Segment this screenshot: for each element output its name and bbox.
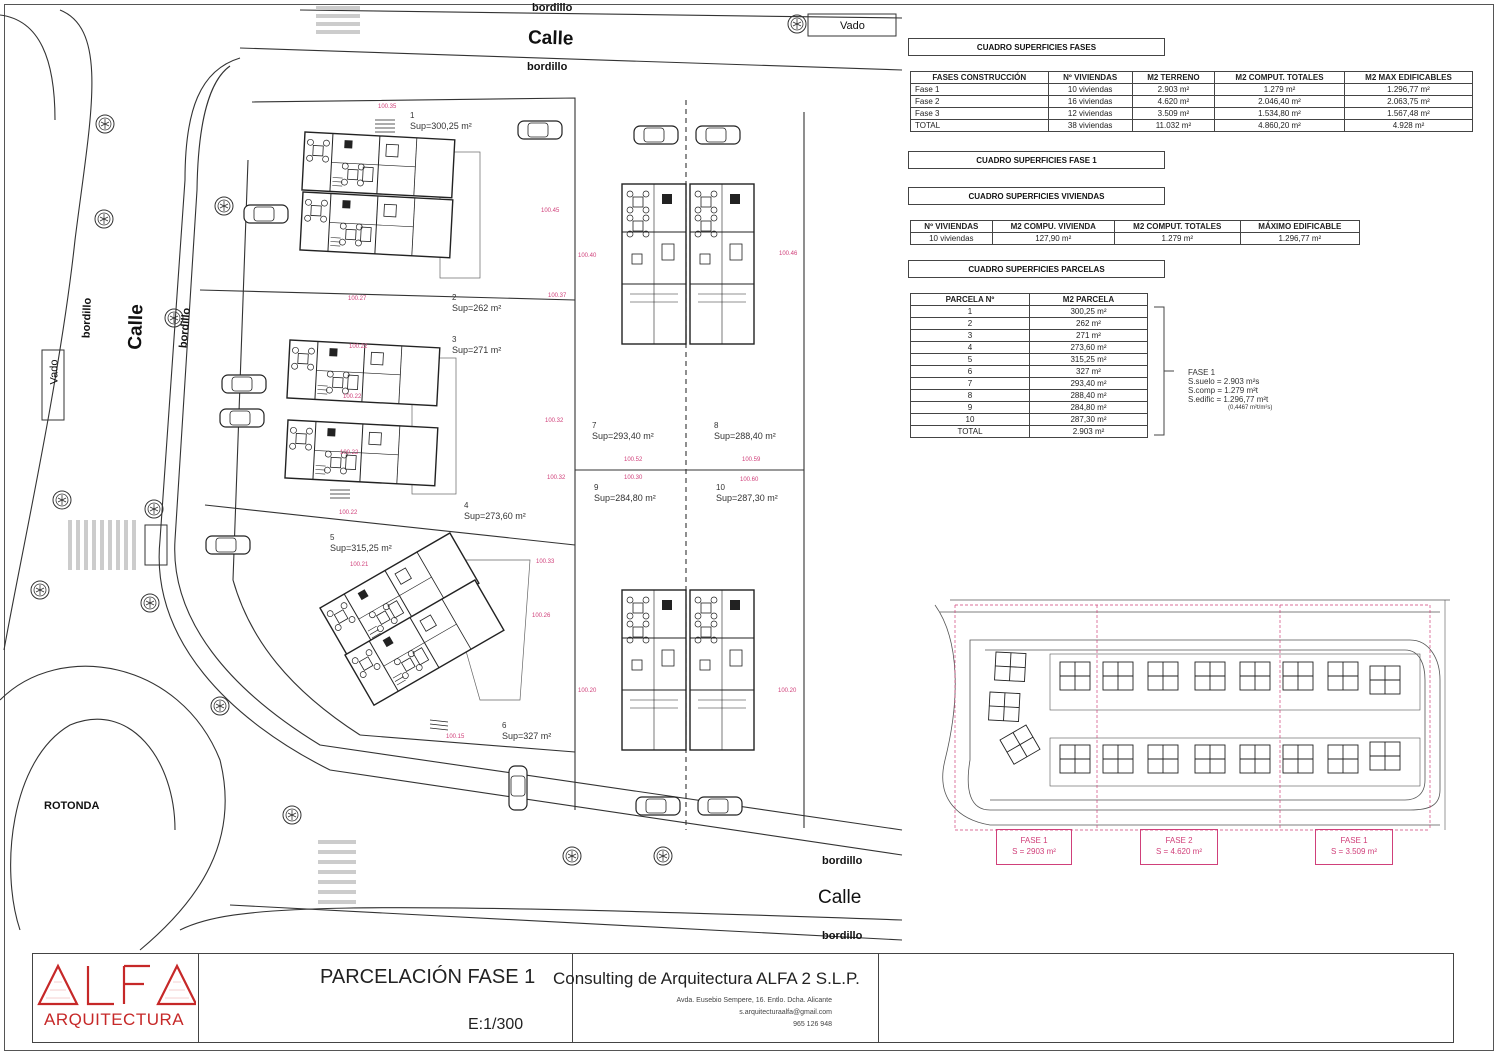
parcelas-row (911, 330, 1148, 342)
mini-fase-3-label: FASE 1 (1340, 836, 1368, 845)
street-label-calle-north: Calle (527, 27, 574, 50)
mini-fase-box-2 (1140, 829, 1218, 865)
mini-fase-3-sup: S = 3.509 m² (1330, 847, 1378, 856)
mini-house (1103, 662, 1133, 690)
mini-fase-box-1 (996, 829, 1072, 865)
bordillo-label-5: bordillo (822, 855, 863, 867)
bordillo-label-1: bordillo (532, 2, 573, 14)
fases-cell: 11.032 m² (1132, 120, 1214, 132)
parcelas-table-title: CUADRO SUPERFICIES PARCELAS (908, 260, 1165, 278)
viviendas-header-1: M2 COMPU. VIVIENDA (992, 221, 1114, 233)
mini-house (1000, 725, 1040, 764)
parcel-number: 8 (714, 421, 719, 430)
parcelas-cell: 8 (911, 390, 1030, 402)
parcel-cota: 100.59 (742, 457, 761, 463)
parcel-cota: 100.22 (339, 510, 358, 516)
fases-cell: 38 viviendas (1048, 120, 1132, 132)
parcel-cota: 100.21 (350, 562, 369, 568)
fases-table-title: CUADRO SUPERFICIES FASES (908, 38, 1165, 56)
mini-fase-2-label: FASE 2 (1165, 836, 1193, 845)
parcelas-row (911, 402, 1148, 414)
company-address: Avda. Eusebio Sempere, 16. Entlo. Dcha. Alicante (676, 997, 832, 1004)
fase-note-suelo: S.suelo = 2.903 m²s (1188, 377, 1260, 386)
parcelas-row (911, 318, 1148, 330)
parcelas-row (911, 306, 1148, 318)
cota-label: 100.37 (548, 293, 567, 299)
parcel-surface: Sup=262 m² (452, 303, 502, 313)
cota-label: 100.33 (536, 559, 555, 565)
plan-title: PARCELACIÓN FASE 1 (320, 966, 536, 988)
parcelas-cell: 271 m² (1030, 330, 1148, 342)
parcelas-row (911, 390, 1148, 402)
fases-cell: 2.063,75 m² (1344, 96, 1472, 108)
mini-house (1240, 745, 1270, 773)
parcel-number: 5 (330, 533, 335, 542)
fase1-table-title: CUADRO SUPERFICIES FASE 1 (908, 151, 1165, 169)
fases-cell: 16 viviendas (1048, 96, 1132, 108)
mini-fase-2-sup: S = 4.620 m² (1155, 847, 1203, 856)
parcelas-cell: 5 (911, 354, 1030, 366)
vado-label-1: Vado (840, 20, 865, 32)
fases-cell: 1.534,80 m² (1215, 108, 1345, 120)
parcelas-row (911, 366, 1148, 378)
mini-house (1195, 745, 1225, 773)
street-label-calle-south: Calle (818, 887, 862, 908)
parcel-cota: 100.52 (624, 457, 643, 463)
mini-house (1283, 662, 1313, 690)
parcelas-cell: 9 (911, 402, 1030, 414)
parcel-number: 3 (452, 335, 457, 344)
fases-header-2: M2 TERRENO (1132, 72, 1214, 84)
fases-cell: 4.928 m² (1344, 120, 1472, 132)
mini-house (1370, 742, 1400, 770)
mini-house (1370, 666, 1400, 694)
parcelas-cell: 293,40 m² (1030, 378, 1148, 390)
plan-scale: E:1/300 (468, 1016, 524, 1033)
viviendas-cell: 1.279 m² (1114, 233, 1240, 245)
mini-house (1195, 662, 1225, 690)
fases-cell: Fase 2 (911, 96, 1049, 108)
viviendas-cell: 127,90 m² (992, 233, 1114, 245)
parcel-surface: Sup=287,30 m² (716, 493, 778, 503)
cota-label: 100.22 (343, 394, 362, 400)
fase-note-comp: S.comp = 1.279 m²t (1188, 386, 1259, 395)
parcel-number: 10 (716, 483, 725, 492)
fases-header-4: M2 MAX EDIFICABLES (1344, 72, 1472, 84)
parcelas-cell: 284,80 m² (1030, 402, 1148, 414)
parcel-surface: Sup=315,25 m² (330, 543, 392, 553)
parcelas-header-0: PARCELA Nº (911, 294, 1030, 306)
parcel-cota: 100.27 (348, 296, 367, 302)
fase-note-title: FASE 1 (1188, 368, 1216, 377)
fase-note (1188, 368, 1272, 413)
fases-cell: 1.296,77 m² (1344, 84, 1472, 96)
fases-header-1: Nº VIVIENDAS (1048, 72, 1132, 84)
fase-note-edific: S.edific = 1.296,77 m²t (1188, 395, 1269, 404)
cota-label: 100.26 (532, 613, 551, 619)
parcelas-header-1: M2 PARCELA (1030, 294, 1148, 306)
bordillo-label-2: bordillo (527, 61, 568, 73)
bordillo-label-3: bordillo (80, 297, 94, 339)
cota-label: 100.32 (545, 418, 564, 424)
fases-table (910, 71, 1473, 132)
parcel-number: 2 (452, 293, 457, 302)
viviendas-table (910, 220, 1360, 245)
fases-cell: 4.620 m² (1132, 96, 1214, 108)
parcelas-cell: 1 (911, 306, 1030, 318)
parcelas-cell: 2 (911, 318, 1030, 330)
mini-fase-box-3 (1315, 829, 1393, 865)
parcel-cota: 100.30 (624, 475, 643, 481)
viviendas-cell: 10 viviendas (911, 233, 993, 245)
mini-house (1148, 662, 1178, 690)
rotonda-label: ROTONDA (44, 800, 100, 812)
fases-cell: 3.509 m² (1132, 108, 1214, 120)
parcelas-cell: 262 m² (1030, 318, 1148, 330)
parcel-number: 4 (464, 501, 469, 510)
parcelas-cell: 2.903 m² (1030, 426, 1148, 438)
parcel-number: 7 (592, 421, 597, 430)
parcelas-cell: 287,30 m² (1030, 414, 1148, 426)
parcel-surface: Sup=327 m² (502, 731, 552, 741)
parcelas-bracket (1150, 305, 1180, 440)
viviendas-cell: 1.296,77 m² (1240, 233, 1359, 245)
alfa-logo (36, 960, 196, 1008)
viviendas-header-0: Nº VIVIENDAS (911, 221, 993, 233)
parcelas-cell: 327 m² (1030, 366, 1148, 378)
cota-label: 100.20 (778, 688, 797, 694)
parcel-surface: Sup=284,80 m² (594, 493, 656, 503)
mini-fase-1-label: FASE 1 (1020, 836, 1048, 845)
parcelas-cell: 10 (911, 414, 1030, 426)
viviendas-header-3: MÁXIMO EDIFICABLE (1240, 221, 1359, 233)
mini-house (1283, 745, 1313, 773)
viviendas-table-title: CUADRO SUPERFICIES VIVIENDAS (908, 187, 1165, 205)
cota-label: 100.46 (779, 251, 798, 257)
fases-row (911, 120, 1473, 132)
mini-house (1060, 662, 1090, 690)
mini-house (1328, 745, 1358, 773)
parcelas-cell: 4 (911, 342, 1030, 354)
mini-house (1328, 662, 1358, 690)
fases-cell: 4.860,20 m² (1215, 120, 1345, 132)
fases-row (911, 108, 1473, 120)
parcel-number: 6 (502, 721, 507, 730)
parcelas-cell: TOTAL (911, 426, 1030, 438)
company-email: s.arquitecturaalfa@gmail.com (739, 1009, 832, 1016)
cota-label: 100.32 (547, 475, 566, 481)
parcel-surface: Sup=288,40 m² (714, 431, 776, 441)
parcel-surface: Sup=273,60 m² (464, 511, 526, 521)
fases-cell: 10 viviendas (1048, 84, 1132, 96)
parcelas-cell: 7 (911, 378, 1030, 390)
viviendas-header-2: M2 COMPUT. TOTALES (1114, 221, 1240, 233)
vado-label-2: Vado (48, 359, 61, 385)
parcelas-table (910, 293, 1148, 438)
parcelas-cell: 288,40 m² (1030, 390, 1148, 402)
bordillo-label-6: bordillo (822, 930, 863, 942)
logo-word: ARQUITECTURA (44, 1010, 185, 1029)
parcelas-cell: 6 (911, 366, 1030, 378)
fases-cell: 2.046,40 m² (1215, 96, 1345, 108)
parcelas-row (911, 426, 1148, 438)
mini-house (1060, 745, 1090, 773)
fases-cell: 1.279 m² (1215, 84, 1345, 96)
fases-cell: 2.903 m² (1132, 84, 1214, 96)
cota-label: 100.22 (340, 450, 359, 456)
parcelas-row (911, 354, 1148, 366)
mini-fase-1-sup: S = 2903 m² (1012, 847, 1056, 856)
parcel-surface: Sup=293,40 m² (592, 431, 654, 441)
mini-house (995, 652, 1026, 682)
fases-cell: TOTAL (911, 120, 1049, 132)
parcelas-cell: 300,25 m² (1030, 306, 1148, 318)
fases-cell: Fase 1 (911, 84, 1049, 96)
parcelas-row (911, 414, 1148, 426)
parcel-cota: 100.15 (446, 734, 465, 740)
viviendas-row (911, 233, 1360, 245)
parcel-number: 1 (410, 111, 415, 120)
fases-cell: 1.567,48 m² (1344, 108, 1472, 120)
bordillo-label-4: bordillo (177, 307, 193, 349)
mini-house (1148, 745, 1178, 773)
parcelas-cell: 273,60 m² (1030, 342, 1148, 354)
parcel-cota: 100.35 (378, 104, 397, 110)
fases-header-0: FASES CONSTRUCCIÓN (911, 72, 1049, 84)
mini-house (1103, 745, 1133, 773)
fases-row (911, 84, 1473, 96)
fases-cell: Fase 3 (911, 108, 1049, 120)
parcel-surface: Sup=300,25 m² (410, 121, 472, 131)
street-label-calle-west: Calle (124, 303, 148, 351)
parcel-cota: 100.22 (349, 344, 368, 350)
parcelas-cell: 3 (911, 330, 1030, 342)
fase-note-ratio: (0,4467 m²t/m²s) (1228, 405, 1273, 411)
parcelas-row (911, 342, 1148, 354)
parcelas-cell: 315,25 m² (1030, 354, 1148, 366)
cota-label: 100.20 (578, 688, 597, 694)
cota-label: 100.40 (578, 253, 597, 259)
parcel-cota: 100.60 (740, 477, 759, 483)
parcel-surface: Sup=271 m² (452, 345, 502, 355)
fases-header-3: M2 COMPUT. TOTALES (1215, 72, 1345, 84)
company-name: Consulting de Arquitectura ALFA 2 S.L.P. (553, 969, 860, 988)
parcelas-row (911, 378, 1148, 390)
company-phone: 965 126 948 (793, 1021, 832, 1028)
parcel-number: 9 (594, 483, 599, 492)
mini-house (989, 692, 1020, 722)
fases-row (911, 96, 1473, 108)
fases-cell: 12 viviendas (1048, 108, 1132, 120)
mini-house (1240, 662, 1270, 690)
cota-label: 100.45 (541, 208, 560, 214)
